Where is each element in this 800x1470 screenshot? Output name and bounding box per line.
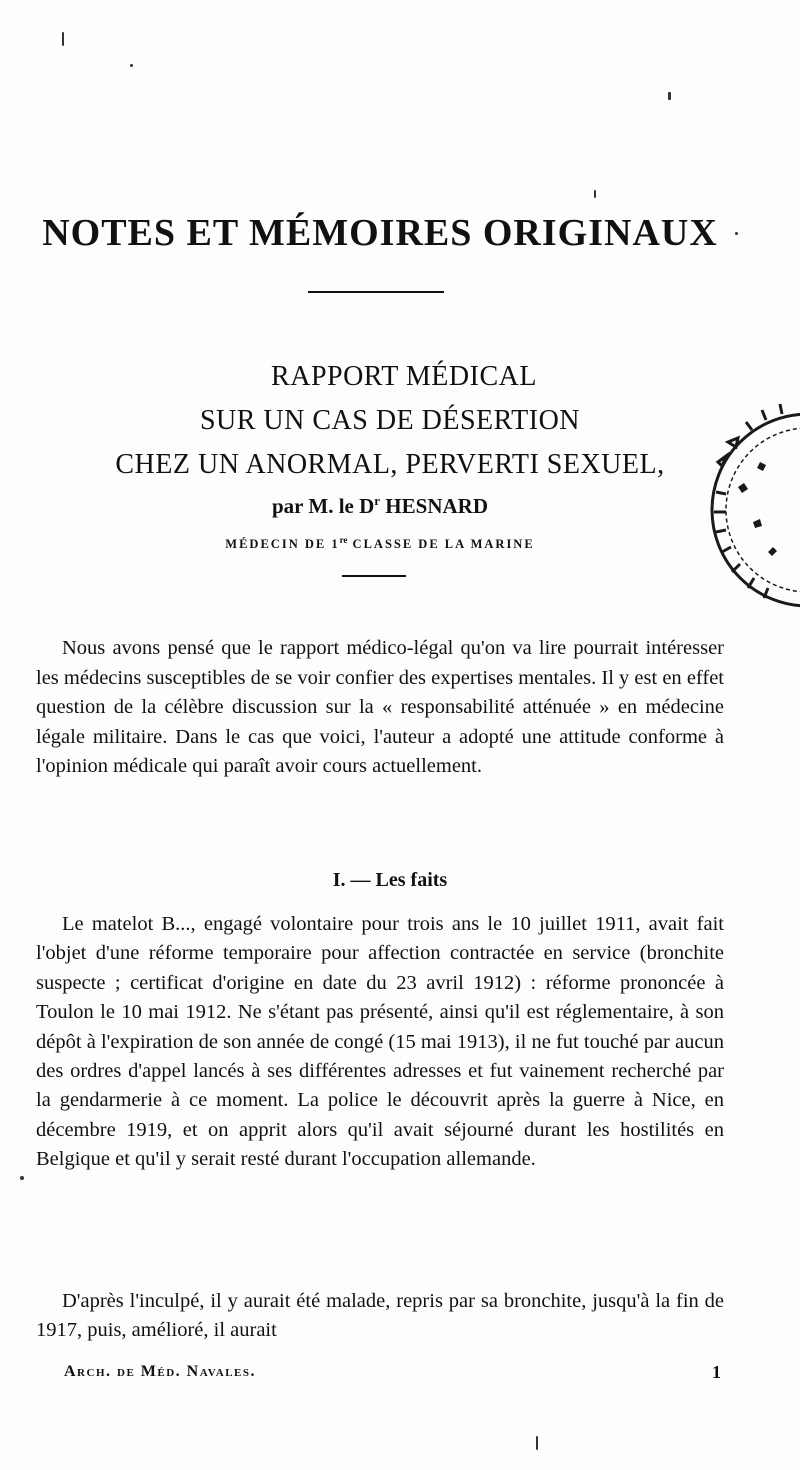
stamp-graphic	[698, 392, 800, 622]
affiliation-prefix: MÉDECIN DE 1	[225, 537, 340, 552]
author-divider	[342, 575, 406, 577]
body-paragraph: D'après l'inculpé, il y aurait été malade, repris par sa bronchite, jusqu'à la fin de 1917, puis, amélioré, il aurait	[36, 1290, 724, 1342]
subsection-title: I. — Les faits	[332, 869, 448, 891]
scan-mark	[130, 64, 133, 67]
author-affiliation	[170, 530, 590, 554]
page-number: 1	[712, 1362, 721, 1382]
author-line	[40, 487, 720, 520]
scan-mark	[594, 190, 596, 198]
scan-mark	[668, 92, 671, 100]
article-title	[40, 355, 740, 487]
scan-mark	[62, 32, 64, 46]
author-sup: r	[374, 493, 381, 508]
author-prefix: par M. le D	[272, 494, 375, 518]
affiliation-sup: re	[339, 535, 348, 545]
intro-paragraph: Nous avons pensé que le rapport médico-légal qu'on va lire pourrait intéresser les médecins susceptibles de se voir confier des expertises mentales. Il y est en effet question de la célèbre discussion sur la « responsabilité atténuée » en médecine légale militaire. Dans le cas que voici, l'auteur a adopté une attitude conforme à l'opinion médicale qui paraît avoir cours actuellement.	[36, 637, 724, 778]
title-line: SUR UN CAS DE DÉSERTION	[199, 405, 581, 436]
title-line: CHEZ UN ANORMAL, PERVERTI SEXUEL,	[115, 449, 665, 480]
title-line: RAPPORT MÉDICAL	[271, 361, 537, 392]
author-name: HESNARD	[380, 494, 488, 518]
section-heading: NOTES ET MÉMOIRES ORIGINAUX	[42, 212, 718, 254]
affiliation-suffix: CLASSE DE LA MARINE	[347, 537, 535, 552]
scan-mark	[20, 1176, 24, 1180]
library-stamp	[698, 392, 800, 622]
scan-mark	[735, 232, 738, 235]
scan-mark	[536, 1436, 538, 1450]
heading-divider	[308, 291, 444, 293]
running-footer-journal: Arch. de Méd. Navales.	[64, 1363, 257, 1380]
body-paragraph: Le matelot B..., engagé volontaire pour trois ans le 10 juillet 1911, avait fait l'objet d'une réforme temporaire pour affection contractée en service (bronchite suspecte ; certificat d'origine en date du 23 avril 1912) : réforme prononcée à Toulon le 10 mai 1912. Ne s'étant pas présenté, ainsi qu'il est réglementaire, à son dépôt à l'expiration de son année de congé (15 mai 1913), il ne fut touché par aucun des ordres d'appel lancés à ses différentes adresses et fut vainement recherché par la gendarmerie à ce moment. La police le découvrit après la guerre à Nice, en décembre 1919, et on apprit alors qu'il avait séjourné durant les hostilités en Belgique et qu'il y serait resté durant l'occupation allemande.	[36, 913, 724, 1171]
